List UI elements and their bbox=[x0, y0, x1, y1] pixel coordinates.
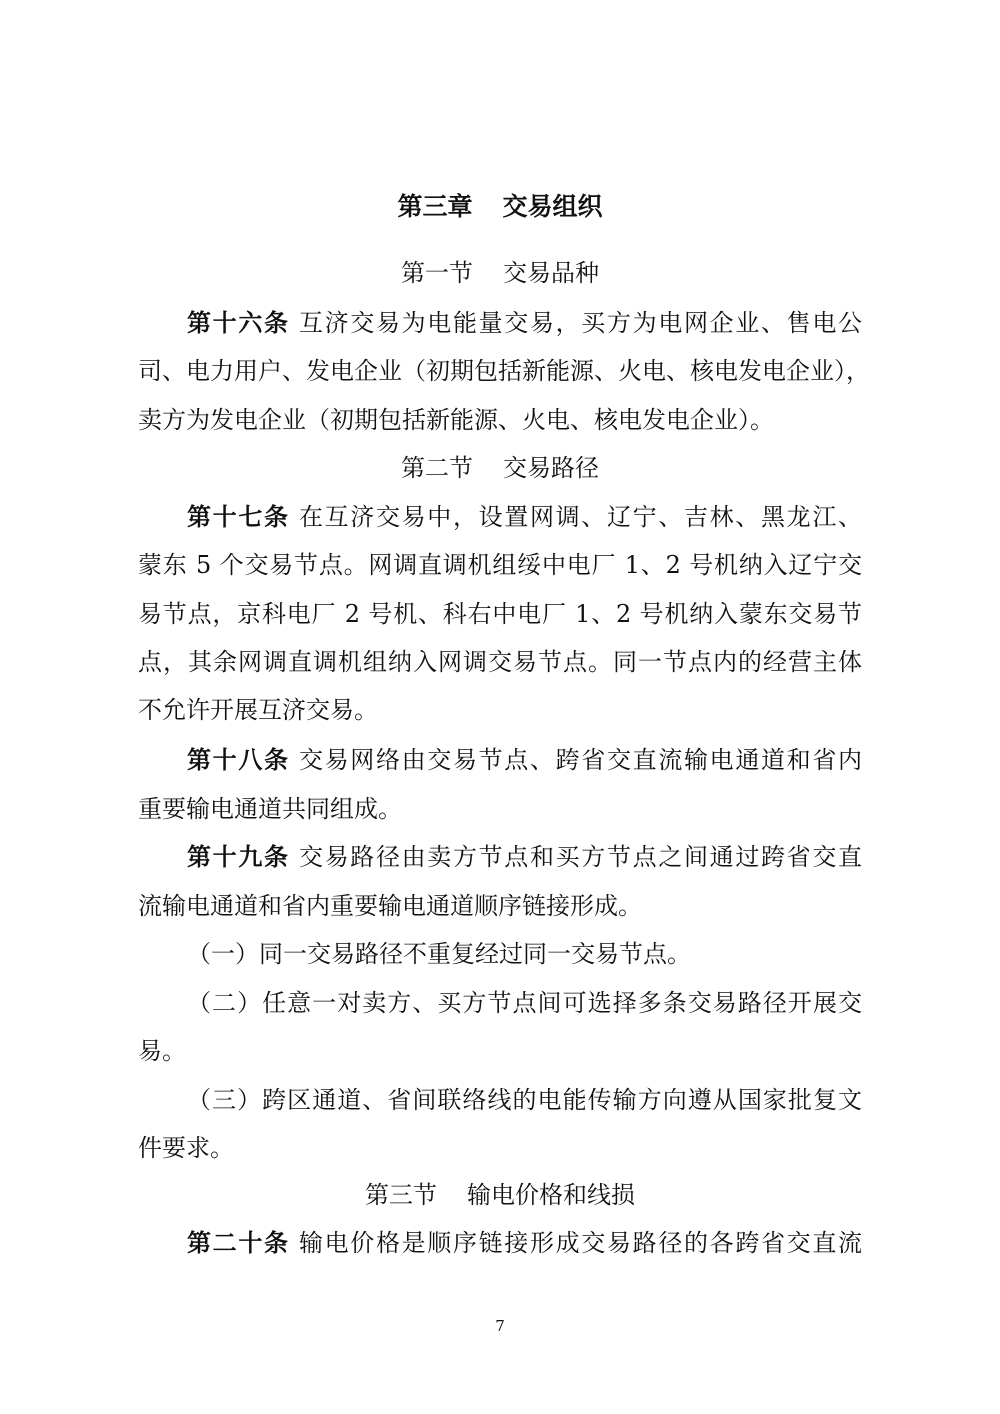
article-18-line-1 bbox=[187, 745, 862, 775]
article-20-line-1 bbox=[187, 1228, 862, 1258]
chapter-number: 第三章 bbox=[397, 192, 473, 221]
chapter-heading bbox=[0, 192, 1000, 222]
section-number: 第三节 bbox=[365, 1181, 437, 1209]
article-20-label: 第二十条 bbox=[187, 1229, 290, 1257]
page-number: 7 bbox=[495, 1317, 505, 1335]
article-19-label: 第十九条 bbox=[187, 843, 290, 871]
article-17-line-5: 不允许开展互济交易。 bbox=[138, 696, 378, 724]
article-19-line-1 bbox=[187, 842, 862, 872]
article-18-label: 第十八条 bbox=[187, 746, 290, 774]
article-16-line-1 bbox=[187, 308, 862, 338]
article-19-line-2: 流输电通道和省内重要输电通道顺序链接形成。 bbox=[138, 892, 642, 920]
article-17-label: 第十七条 bbox=[187, 503, 290, 531]
article-16-label: 第十六条 bbox=[187, 309, 290, 337]
section-heading-1 bbox=[0, 258, 1000, 288]
section-title: 交易路径 bbox=[503, 454, 599, 482]
article-18-line-2: 重要输电通道共同组成。 bbox=[138, 795, 402, 823]
section-number: 第二节 bbox=[401, 454, 473, 482]
article-20-text: 输电价格是顺序链接形成交易路径的各跨省交直流 bbox=[298, 1229, 862, 1257]
article-17-line-3: 易节点，京科电厂 2 号机、科右中电厂 1、2 号机纳入蒙东交易节 bbox=[138, 600, 862, 628]
article-19-item-3-line-2: 件要求。 bbox=[138, 1134, 234, 1162]
article-19-item-1: （一）同一交易路径不重复经过同一交易节点。 bbox=[187, 940, 691, 968]
section-number: 第一节 bbox=[401, 259, 473, 287]
article-16-line-3: 卖方为发电企业（初期包括新能源、火电、核电发电企业）。 bbox=[138, 406, 774, 434]
section-heading-3 bbox=[0, 1180, 1000, 1210]
section-title: 交易品种 bbox=[503, 259, 599, 287]
article-19-item-3-line-1: （三）跨区通道、省间联络线的电能传输方向遵从国家批复文 bbox=[187, 1086, 862, 1114]
article-18-text: 交易网络由交易节点、跨省交直流输电通道和省内 bbox=[298, 746, 862, 774]
article-16-text: 互济交易为电能量交易，买方为电网企业、售电公 bbox=[298, 309, 862, 337]
article-19-item-2-line-2: 易。 bbox=[138, 1037, 186, 1065]
article-17-line-1 bbox=[187, 502, 862, 532]
chapter-title: 交易组织 bbox=[502, 192, 603, 221]
article-17-line-2: 蒙东 5 个交易节点。网调直调机组绥中电厂 1、2 号机纳入辽宁交 bbox=[138, 551, 862, 579]
article-17-line-4: 点，其余网调直调机组纳入网调交易节点。同一节点内的经营主体 bbox=[138, 648, 862, 676]
section-title: 输电价格和线损 bbox=[467, 1181, 635, 1209]
article-17-text: 在互济交易中，设置网调、辽宁、吉林、黑龙江、 bbox=[298, 503, 862, 531]
section-heading-2 bbox=[0, 453, 1000, 483]
article-19-text: 交易路径由卖方节点和买方节点之间通过跨省交直 bbox=[298, 843, 862, 871]
article-16-line-2: 司、电力用户、发电企业（初期包括新能源、火电、核电发电企业）， bbox=[138, 357, 870, 385]
article-19-item-2-line-1: （二）任意一对卖方、买方节点间可选择多条交易路径开展交 bbox=[187, 989, 862, 1017]
